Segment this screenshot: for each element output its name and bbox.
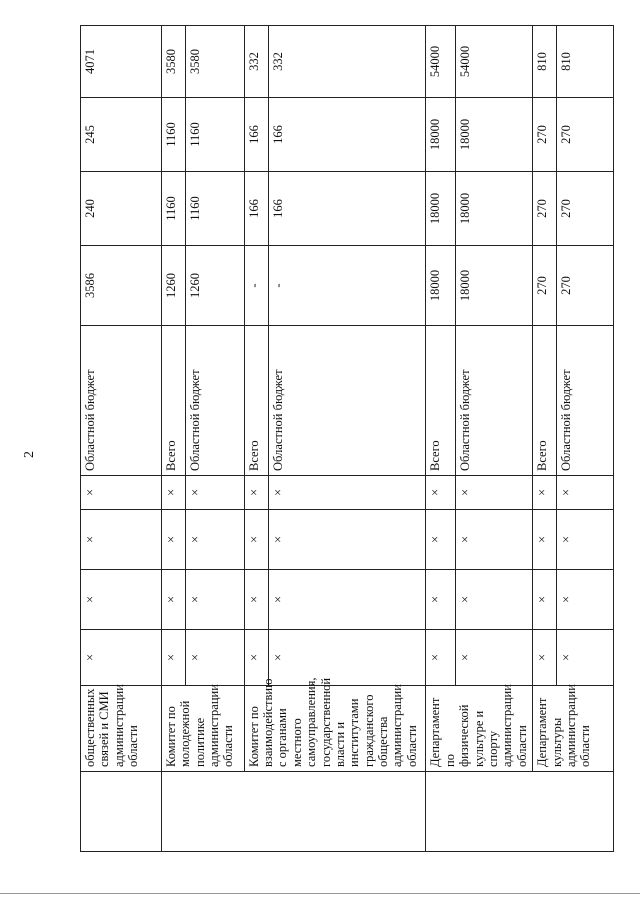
value-cell: 1260	[161, 246, 185, 326]
value-cell: 3580	[186, 26, 245, 98]
mark-cell: ×	[426, 630, 455, 686]
mark-cell: ×	[455, 510, 533, 570]
mark-cell: ×	[81, 630, 162, 686]
table-row	[533, 26, 557, 852]
value-cell: 810	[533, 26, 557, 98]
value-cell: 270	[533, 172, 557, 246]
mark-cell: ×	[533, 476, 557, 510]
value-cell: 270	[533, 98, 557, 172]
value-cell: 54000	[455, 26, 533, 98]
mark-cell: ×	[161, 630, 185, 686]
mark-cell: ×	[161, 570, 185, 630]
value-cell: 240	[81, 172, 162, 246]
mark-cell: ×	[426, 510, 455, 570]
mark-cell: ×	[244, 510, 268, 570]
source-cell: Областной бюджет	[186, 326, 245, 476]
budget-table	[80, 25, 614, 852]
value-cell: 332	[268, 26, 426, 98]
mark-cell: ×	[268, 630, 426, 686]
table-row	[426, 26, 455, 852]
rotated-table-container	[80, 26, 614, 852]
value-cell: 166	[268, 98, 426, 172]
mark-cell: ×	[557, 570, 614, 630]
mark-cell: ×	[81, 476, 162, 510]
value-cell: 3586	[81, 246, 162, 326]
source-cell: Всего	[426, 326, 455, 476]
mark-cell: ×	[426, 476, 455, 510]
value-cell: 3580	[161, 26, 185, 98]
value-cell: 245	[81, 98, 162, 172]
value-cell: 270	[533, 246, 557, 326]
value-cell: 4071	[81, 26, 162, 98]
mark-cell: ×	[161, 476, 185, 510]
mark-cell: ×	[557, 630, 614, 686]
org-cell: общественных связей и СМИ администрации области	[81, 686, 162, 772]
value-cell: 18000	[426, 98, 455, 172]
value-cell: 332	[244, 26, 268, 98]
value-cell: 1160	[161, 172, 185, 246]
table-row	[161, 26, 185, 852]
value-cell: 18000	[455, 98, 533, 172]
value-cell: 1160	[186, 172, 245, 246]
mark-cell: ×	[186, 510, 245, 570]
row-num-cell	[426, 772, 614, 852]
value-cell: 18000	[455, 172, 533, 246]
value-cell: 1160	[186, 98, 245, 172]
value-cell: 166	[268, 172, 426, 246]
source-cell: Областной бюджет	[268, 326, 426, 476]
source-cell: Областной бюджет	[81, 326, 162, 476]
value-cell: 54000	[426, 26, 455, 98]
mark-cell: ×	[533, 510, 557, 570]
org-cell: Комитет по молодежной политике администрации области	[161, 686, 244, 772]
value-cell: -	[268, 246, 426, 326]
value-cell: 270	[557, 246, 614, 326]
mark-cell: ×	[244, 476, 268, 510]
value-cell: 1160	[161, 98, 185, 172]
org-cell: Комитет по взаимодействию с органами местного самоуправления, государственной власти и институтами гражданского общества администрации области	[244, 686, 426, 772]
source-cell: Областной бюджет	[557, 326, 614, 476]
mark-cell: ×	[557, 510, 614, 570]
mark-cell: ×	[455, 630, 533, 686]
value-cell: 810	[557, 26, 614, 98]
row-num-cell	[161, 772, 426, 852]
mark-cell: ×	[244, 630, 268, 686]
mark-cell: ×	[161, 510, 185, 570]
value-cell: -	[244, 246, 268, 326]
mark-cell: ×	[186, 476, 245, 510]
mark-cell: ×	[533, 630, 557, 686]
mark-cell: ×	[81, 510, 162, 570]
mark-cell: ×	[186, 630, 245, 686]
source-cell: Всего	[244, 326, 268, 476]
value-cell: 166	[244, 172, 268, 246]
value-cell: 18000	[455, 246, 533, 326]
mark-cell: ×	[426, 570, 455, 630]
scan-edge-line	[0, 893, 640, 894]
mark-cell: ×	[81, 570, 162, 630]
org-cell: Департамент культуры администрации области	[533, 686, 614, 772]
table-row	[81, 26, 162, 852]
value-cell: 166	[244, 98, 268, 172]
value-cell: 18000	[426, 172, 455, 246]
mark-cell: ×	[557, 476, 614, 510]
source-cell: Областной бюджет	[455, 326, 533, 476]
mark-cell: ×	[455, 570, 533, 630]
value-cell: 270	[557, 172, 614, 246]
mark-cell: ×	[186, 570, 245, 630]
page-number: 2	[22, 451, 37, 458]
source-cell: Всего	[533, 326, 557, 476]
table-row	[244, 26, 268, 852]
mark-cell: ×	[533, 570, 557, 630]
mark-cell: ×	[268, 476, 426, 510]
document-sheet	[80, 26, 614, 852]
mark-cell: ×	[268, 570, 426, 630]
mark-cell: ×	[244, 570, 268, 630]
row-num-cell	[81, 772, 162, 852]
value-cell: 18000	[426, 246, 455, 326]
value-cell: 270	[557, 98, 614, 172]
value-cell: 1260	[186, 246, 245, 326]
mark-cell: ×	[268, 510, 426, 570]
mark-cell: ×	[455, 476, 533, 510]
org-cell: Департамент по физической культуре и спорту администрации области	[426, 686, 533, 772]
source-cell: Всего	[161, 326, 185, 476]
